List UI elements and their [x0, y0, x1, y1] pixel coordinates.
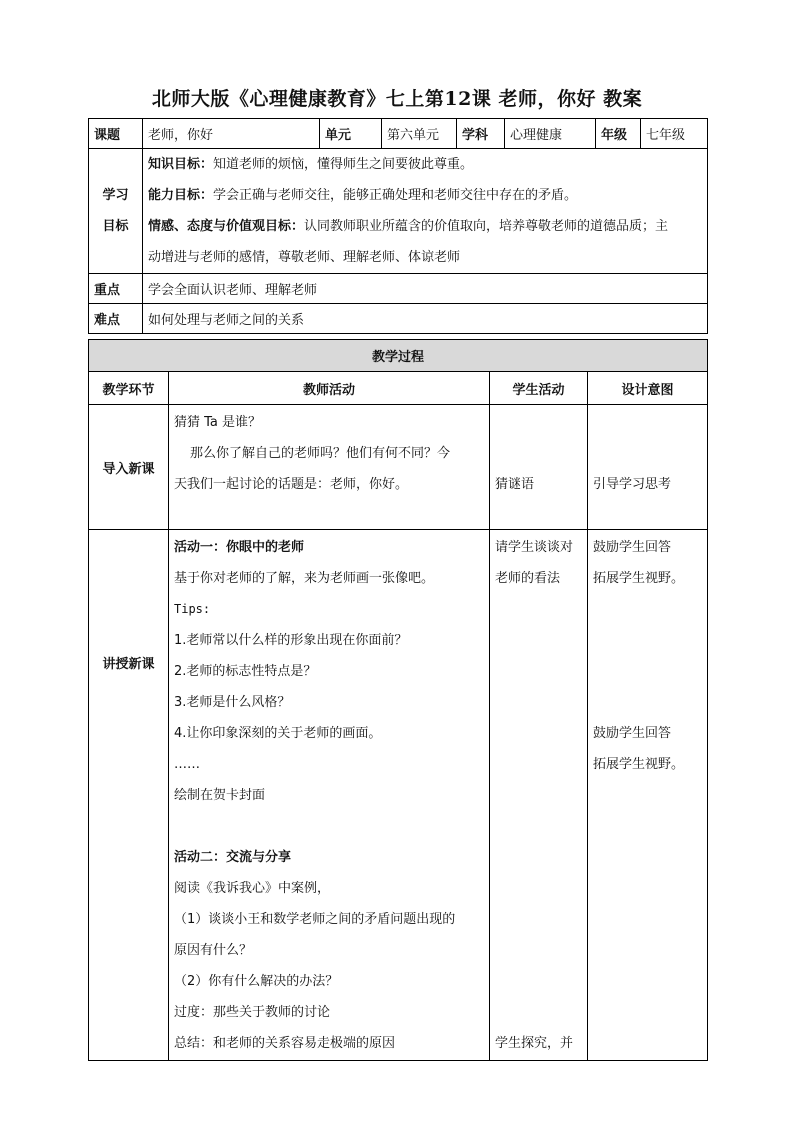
process-header-row: [89, 372, 708, 405]
key-point-row: [89, 274, 708, 304]
goals-label: [89, 149, 143, 274]
lecture-stage: 讲授新课: [89, 530, 169, 1061]
document-title: 北师大版《心理健康教育》七上第12课 老师，你好 教案: [151, 88, 643, 110]
unit-label: 单元: [320, 119, 382, 149]
intro-teacher-line-3: 天我们一起讨论的话题是：老师，你好。: [174, 477, 409, 492]
knowledge-goal: [148, 149, 702, 180]
activity-1-line: 基于你对老师的了解，来为老师画一张像吧。: [174, 571, 435, 586]
intro-student-activity: [490, 405, 588, 530]
activity-1-ellipsis: ……: [174, 757, 200, 772]
intro-teacher-activity: [169, 405, 490, 530]
intent-spacer: [593, 594, 702, 718]
difficulty-label: 难点: [89, 304, 143, 334]
activity-1-question-2: 2.老师的标志性特点是？: [174, 664, 317, 679]
key-point-text: 学会全面认识老师、理解老师: [143, 274, 708, 304]
activity-1-title: 活动一：你眼中的老师: [174, 540, 305, 555]
activity-1-draw: 绘制在贺卡封面: [174, 788, 266, 803]
activity-1-tips: Tips:: [174, 602, 211, 616]
goals-row: [89, 149, 708, 274]
difficulty-text: 如何处理与老师之间的关系: [143, 304, 708, 334]
emotion-goal-text-1: 认同教师职业所蕴含的价值取向，培养尊敬老师的道德品质；主: [304, 219, 669, 234]
activity-1-question-4: 4.让你印象深刻的关于老师的画面。: [174, 726, 382, 741]
goals-label-line-1: 学习: [102, 188, 129, 203]
grade-label: 年级: [596, 119, 641, 149]
ability-goal: [148, 180, 702, 211]
activity-2-line-5: 过度：那些关于教师的讨论: [174, 1005, 331, 1020]
subject-value: 心理健康: [505, 119, 596, 149]
key-point-label: 重点: [89, 274, 143, 304]
activity-2-line-1: 阅读《我诉我心》中案例，: [174, 881, 331, 896]
goals-content: [143, 149, 708, 274]
lecture-intent-line-3: 鼓励学生回答: [593, 726, 672, 741]
subject-label: 学科: [457, 119, 505, 149]
lecture-teacher-activity: [169, 530, 490, 1061]
ability-goal-label: 能力目标：: [148, 188, 214, 203]
col-stage-header: 教学环节: [89, 372, 169, 405]
activity-2-line-6: 总结：和老师的关系容易走极端的原因: [174, 1036, 396, 1051]
goals-label-line-2: 目标: [102, 219, 129, 234]
activity-2-line-2: （1）谈谈小王和数学老师之间的矛盾问题出现的: [174, 912, 456, 927]
spacer: [174, 811, 484, 842]
emotion-goal: [148, 211, 702, 242]
activity-1-question-3: 3.老师是什么风格？: [174, 695, 291, 710]
lesson-info-table: [88, 118, 708, 334]
grade-value: 七年级: [641, 119, 708, 149]
intro-student-text: 猜谜语: [495, 477, 535, 492]
activity-2-line-3: 原因有什么？: [174, 943, 253, 958]
lecture-intent-line-2: 拓展学生视野。: [593, 571, 685, 586]
topic-label: 课题: [89, 119, 143, 149]
student-spacer: [495, 594, 582, 1028]
activity-1-question-1: 1.老师常以什么样的形象出现在你面前？: [174, 633, 408, 648]
unit-value: 第六单元: [382, 119, 457, 149]
intro-intent-text: 引导学习思考: [593, 477, 672, 492]
process-title: 教学过程: [89, 340, 708, 372]
lecture-intent-line-4: 拓展学生视野。: [593, 757, 685, 772]
header-row: [89, 119, 708, 149]
col-student-header: 学生活动: [490, 372, 588, 405]
emotion-goal-label: 情感、态度与价值观目标：: [148, 219, 305, 234]
lecture-design-intent: [588, 530, 708, 1061]
difficulty-row: [89, 304, 708, 334]
intro-teacher-line-1: 猜猜 Ta 是谁？: [174, 415, 262, 430]
lecture-student-activity: [490, 530, 588, 1061]
activity-2-title: 活动二：交流与分享: [174, 850, 292, 865]
col-teacher-header: 教师活动: [169, 372, 490, 405]
lecture-student-line-1: 请学生谈谈对: [495, 540, 574, 555]
lecture-row: [89, 530, 708, 1061]
activity-2-line-4: （2）你有什么解决的办法？: [174, 974, 339, 989]
teaching-process-table: [88, 339, 708, 1061]
intro-design-intent: [588, 405, 708, 530]
col-intent-header: 设计意图: [588, 372, 708, 405]
lecture-student-line-3: 学生探究，并: [495, 1036, 574, 1051]
intro-row: [89, 405, 708, 530]
process-title-row: [89, 340, 708, 372]
knowledge-goal-text: 知道老师的烦恼，懂得师生之间要彼此尊重。: [213, 157, 474, 172]
intro-teacher-line-2: 那么你了解自己的老师吗？他们有何不同？今: [190, 446, 451, 461]
lecture-intent-line-1: 鼓励学生回答: [593, 540, 672, 555]
ability-goal-text: 学会正确与老师交往，能够正确处理和老师交往中存在的矛盾。: [213, 188, 578, 203]
knowledge-goal-label: 知识目标：: [148, 157, 214, 172]
lecture-student-line-2: 老师的看法: [495, 571, 561, 586]
emotion-goal-cont: 动增进与老师的感情，尊敬老师、理解老师、体谅老师: [148, 250, 461, 265]
topic-value: 老师，你好: [143, 119, 320, 149]
intro-stage: 导入新课: [89, 405, 169, 530]
